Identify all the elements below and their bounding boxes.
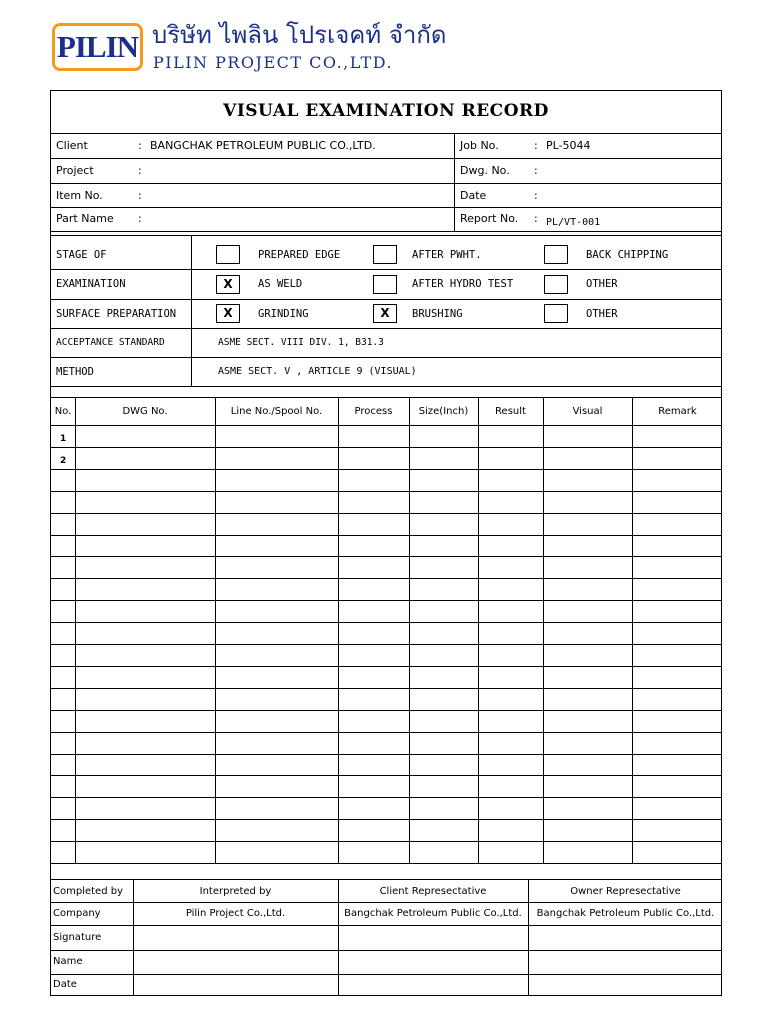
divider — [51, 902, 721, 903]
divider — [191, 235, 192, 386]
column-header-dwg-no: DWG No. — [122, 406, 168, 417]
item-no-label: Item No. — [56, 189, 103, 202]
client-company: Bangchak Petroleum Public Co.,Ltd. — [344, 908, 522, 919]
table-gridline — [51, 688, 721, 689]
table-gridline — [51, 841, 721, 842]
colon: : — [138, 139, 142, 152]
method-value: ASME SECT. V , ARTICLE 9 (VISUAL) — [218, 366, 417, 377]
back-chipping-label: BACK CHIPPING — [586, 249, 669, 261]
table-gridline — [75, 397, 76, 863]
dwg-no-label: Dwg. No. — [460, 164, 510, 177]
other-surface-label: OTHER — [586, 308, 618, 320]
job-no-value[interactable]: PL-5044 — [546, 139, 591, 152]
colon: : — [534, 164, 538, 177]
table-gridline — [51, 863, 721, 864]
table-gridline — [51, 425, 721, 426]
divider — [51, 207, 721, 208]
owner-representative-header: Owner Represectative — [570, 886, 681, 897]
logo-text: PILIN — [56, 29, 139, 64]
divider — [51, 397, 721, 398]
table-gridline — [409, 397, 410, 863]
project-label: Project — [56, 164, 94, 177]
completed-by-label: Completed by — [53, 886, 123, 897]
client-label: Client — [56, 139, 88, 152]
divider — [51, 231, 721, 232]
client-representative-header: Client Represectative — [379, 886, 487, 897]
divider — [454, 133, 455, 231]
table-gridline — [51, 556, 721, 557]
table-gridline — [51, 600, 721, 601]
other-checkbox[interactable] — [544, 275, 568, 294]
table-gridline — [632, 397, 633, 863]
back-chipping-checkbox[interactable] — [544, 245, 568, 264]
job-no-label: Job No. — [460, 139, 499, 152]
column-header-process: Process — [354, 406, 393, 417]
table-gridline — [215, 397, 216, 863]
column-header-result: Result — [495, 406, 526, 417]
table-gridline — [51, 513, 721, 514]
form-title: VISUAL EXAMINATION RECORD — [223, 101, 549, 121]
acceptance-standard-value: ASME SECT. VIII DIV. 1, B31.3 — [218, 337, 384, 348]
colon: : — [534, 189, 538, 202]
date-label: Date — [460, 189, 487, 202]
examination-label: EXAMINATION — [56, 278, 126, 290]
other-label: OTHER — [586, 278, 618, 290]
column-header-size: Size(Inch) — [418, 406, 469, 417]
after-pwht-checkbox[interactable] — [373, 245, 397, 264]
company-label: Company — [53, 908, 101, 919]
colon: : — [138, 212, 142, 225]
table-gridline — [478, 397, 479, 863]
stage-of-label: STAGE OF — [56, 249, 107, 261]
brushing-checkbox[interactable]: X — [373, 304, 397, 323]
divider — [51, 974, 721, 975]
colon: : — [534, 139, 538, 152]
table-gridline — [51, 578, 721, 579]
table-gridline — [51, 666, 721, 667]
after-hydro-test-label: AFTER HYDRO TEST — [412, 278, 514, 290]
table-gridline — [51, 819, 721, 820]
divider — [51, 386, 721, 387]
divider — [51, 950, 721, 951]
table-gridline — [51, 447, 721, 448]
table-gridline — [51, 754, 721, 755]
column-header-no: No. — [54, 406, 72, 417]
column-header-remark: Remark — [658, 406, 697, 417]
signature-label: Signature — [53, 932, 102, 943]
visual-examination-form — [50, 90, 722, 996]
acceptance-standard-label: ACCEPTANCE STANDARD — [56, 337, 165, 348]
column-header-line-spool-no: Line No./Spool No. — [230, 406, 323, 417]
table-gridline — [51, 535, 721, 536]
after-hydro-test-checkbox[interactable] — [373, 275, 397, 294]
table-gridline — [51, 622, 721, 623]
divider — [51, 269, 721, 270]
table-gridline — [543, 397, 544, 863]
brushing-label: BRUSHING — [412, 308, 463, 320]
report-no-value[interactable]: PL/VT-001 — [546, 217, 601, 228]
table-gridline — [51, 775, 721, 776]
name-label: Name — [53, 956, 83, 967]
company-name-thai: บริษัท ไพลิน โปรเจคท์ จำกัด — [152, 21, 447, 49]
client-value[interactable]: BANGCHAK PETROLEUM PUBLIC CO.,LTD. — [150, 139, 376, 152]
divider — [51, 357, 721, 358]
report-no-label: Report No. — [460, 212, 519, 225]
table-gridline — [51, 732, 721, 733]
row-number: 1 — [60, 434, 67, 444]
divider — [51, 879, 721, 880]
table-gridline — [51, 469, 721, 470]
column-header-visual: Visual — [572, 406, 603, 417]
company-logo — [52, 23, 143, 71]
date-label: Date — [53, 979, 77, 990]
grinding-checkbox[interactable]: X — [216, 304, 240, 323]
colon: : — [138, 189, 142, 202]
row-number: 2 — [60, 456, 67, 466]
table-gridline — [338, 397, 339, 863]
divider — [51, 299, 721, 300]
owner-company: Bangchak Petroleum Public Co.,Ltd. — [536, 908, 715, 919]
part-name-label: Part Name — [56, 212, 114, 225]
table-gridline — [51, 491, 721, 492]
interpreter-company: Pilin Project Co.,Ltd. — [185, 908, 286, 919]
divider — [51, 133, 721, 134]
divider — [51, 183, 721, 184]
company-name-english: PILIN PROJECT CO.,LTD. — [153, 53, 394, 72]
prepared-edge-label: PREPARED EDGE — [258, 249, 341, 261]
divider — [51, 925, 721, 926]
table-gridline — [51, 644, 721, 645]
divider — [51, 158, 721, 159]
method-label: METHOD — [56, 366, 94, 378]
as-weld-label: AS WELD — [258, 278, 303, 290]
grinding-label: GRINDING — [258, 308, 309, 320]
colon: : — [138, 164, 142, 177]
surface-preparation-label: SURFACE PREPARATION — [56, 308, 177, 320]
other-surface-checkbox[interactable] — [544, 304, 568, 323]
colon: : — [534, 212, 538, 225]
after-pwht-label: AFTER PWHT. — [412, 249, 482, 261]
as-weld-checkbox[interactable]: X — [216, 275, 240, 294]
divider — [51, 235, 721, 236]
divider — [51, 328, 721, 329]
interpreted-by-header: Interpreted by — [199, 886, 272, 897]
prepared-edge-checkbox[interactable] — [216, 245, 240, 264]
table-gridline — [51, 797, 721, 798]
table-gridline — [51, 710, 721, 711]
